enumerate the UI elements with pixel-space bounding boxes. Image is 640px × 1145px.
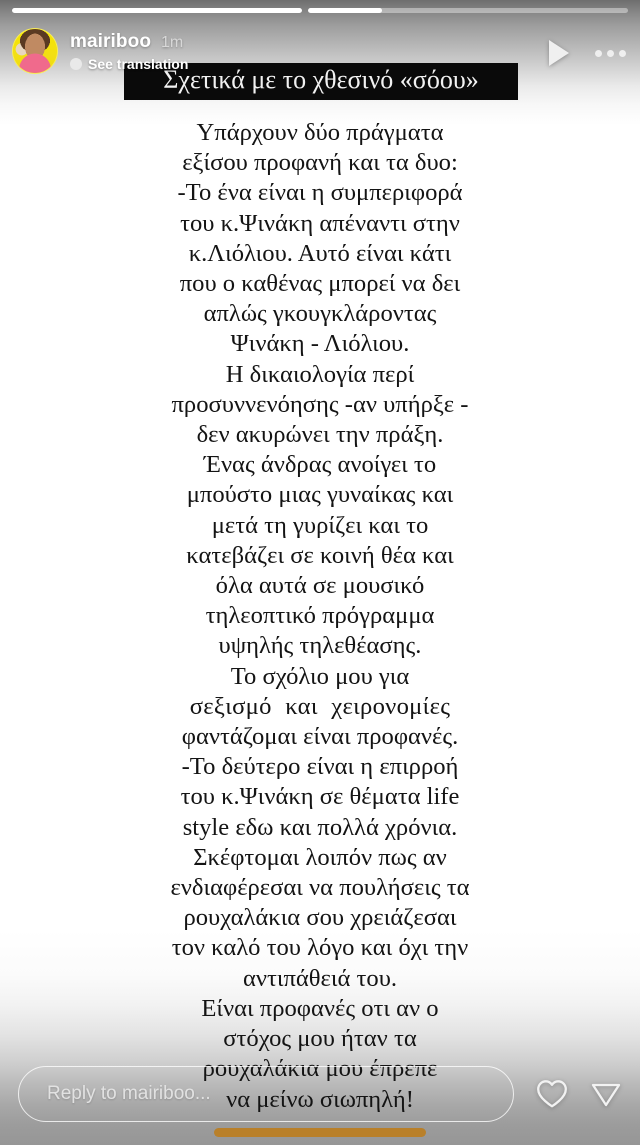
more-dot-2 xyxy=(607,50,614,57)
story-text-line: -Το ένα είναι η συμπεριφορά xyxy=(177,179,463,207)
story-text-line: -Το δεύτερο είναι η επιρροή xyxy=(181,753,459,781)
story-progress-segment-1[interactable] xyxy=(12,8,302,13)
more-dot-1 xyxy=(595,50,602,57)
more-dot-3 xyxy=(619,50,626,57)
send-icon[interactable] xyxy=(590,1079,622,1109)
story-progress-bar xyxy=(12,8,628,13)
story-title-text: Σχετικά με το χθεσινό «σόου» xyxy=(163,65,479,94)
story-text-line: μετά τη γυρίζει και το xyxy=(211,511,429,539)
story-text-line: που ο καθένας μπορεί να δει xyxy=(179,270,461,298)
story-text-line: φαντάζομαι είναι προφανές. xyxy=(181,723,459,751)
story-text-line: Ψινάκη - Λιόλιου. xyxy=(230,330,410,358)
heart-icon[interactable] xyxy=(536,1079,568,1109)
see-translation-button[interactable] xyxy=(70,56,188,72)
story-text-line: ρουχαλάκια σου χρειάζεσαι xyxy=(183,904,457,932)
avatar-image xyxy=(13,29,57,73)
story-text-line: ενδιαφέρεσαι να πουλήσεις τα xyxy=(170,874,470,902)
story-text-line: Ένας άνδρας ανοίγει το xyxy=(203,451,437,479)
story-text-line: style εδω και πολλά χρόνια. xyxy=(182,813,458,841)
timestamp-label: 1m xyxy=(161,34,184,51)
story-text-line: του κ.Ψινάκη απέναντι στην xyxy=(180,209,460,237)
reply-actions xyxy=(536,1079,622,1109)
story-text-line: εξίσου προφανή και τα δυο: xyxy=(182,149,458,177)
story-meta-primary xyxy=(70,31,188,53)
story-text-line: αντιπάθειά του. xyxy=(242,964,398,992)
story-header xyxy=(0,24,640,86)
story-text-line: να μείνω σιωπηλή! xyxy=(226,1085,414,1113)
story-text-line: προσυννενόησης -αν υπήρξε - xyxy=(171,390,469,418)
story-text-line: μπούστο μιας γυναίκας και xyxy=(186,481,454,509)
story-text-line: Είναι προφανές οτι αν ο xyxy=(201,994,439,1022)
story-text-line: δεν ακυρώνει την πράξη. xyxy=(196,421,444,449)
story-progress-fill-2 xyxy=(308,8,382,13)
avatar[interactable] xyxy=(12,28,58,74)
story-text-line: Υπάρχουν δύο πράγματα xyxy=(196,119,444,146)
story-text-line: Το σχόλιο μου για xyxy=(230,662,410,690)
reply-input[interactable] xyxy=(18,1066,514,1122)
story-text-line: στόχος μου ήταν τα xyxy=(223,1025,417,1053)
story-text-line: κ.Λιόλιου. Αυτό είναι κάτι xyxy=(188,239,452,267)
see-translation-label: See translation xyxy=(88,56,189,72)
story-progress-segment-2[interactable] xyxy=(308,8,628,13)
globe-icon xyxy=(70,58,82,70)
story-text-line: τον καλό του λόγο και όχι την xyxy=(171,934,469,962)
story-text-line: όλα αυτά σε μουσικό xyxy=(215,572,425,600)
story-text-line: σεξισμό και χειρονομίες xyxy=(189,692,451,720)
story-header-actions xyxy=(549,28,626,66)
story-text-line: τηλεοπτικό πρόγραμμα xyxy=(205,602,435,630)
story-text-line: κατεβάζει σε κοινή θέα και xyxy=(186,541,454,569)
play-icon[interactable] xyxy=(549,40,569,66)
story-progress-fill-1 xyxy=(12,8,302,13)
username-label[interactable]: mairiboo xyxy=(70,31,152,52)
story-text-line: απλώς γκουγκλάροντας xyxy=(203,300,437,328)
story-text-line: ρουχαλάκια μου έπρεπε xyxy=(202,1055,438,1083)
story-meta xyxy=(70,28,188,72)
story-reply-bar xyxy=(0,1065,640,1123)
story-body-text xyxy=(0,118,640,1115)
home-indicator xyxy=(214,1128,426,1137)
story-text-line: του κ.Ψινάκη σε θέματα life xyxy=(180,783,460,811)
more-options-icon[interactable] xyxy=(595,50,626,57)
reply-placeholder: Reply to mairiboo... xyxy=(47,1083,211,1104)
story-text-line: Η δικαιολογία περί xyxy=(225,360,415,388)
story-text-line: Σκέφτομαι λοιπόν πως αν xyxy=(193,843,447,871)
story-text-line: υψηλής τηλεθέασης. xyxy=(218,632,422,660)
